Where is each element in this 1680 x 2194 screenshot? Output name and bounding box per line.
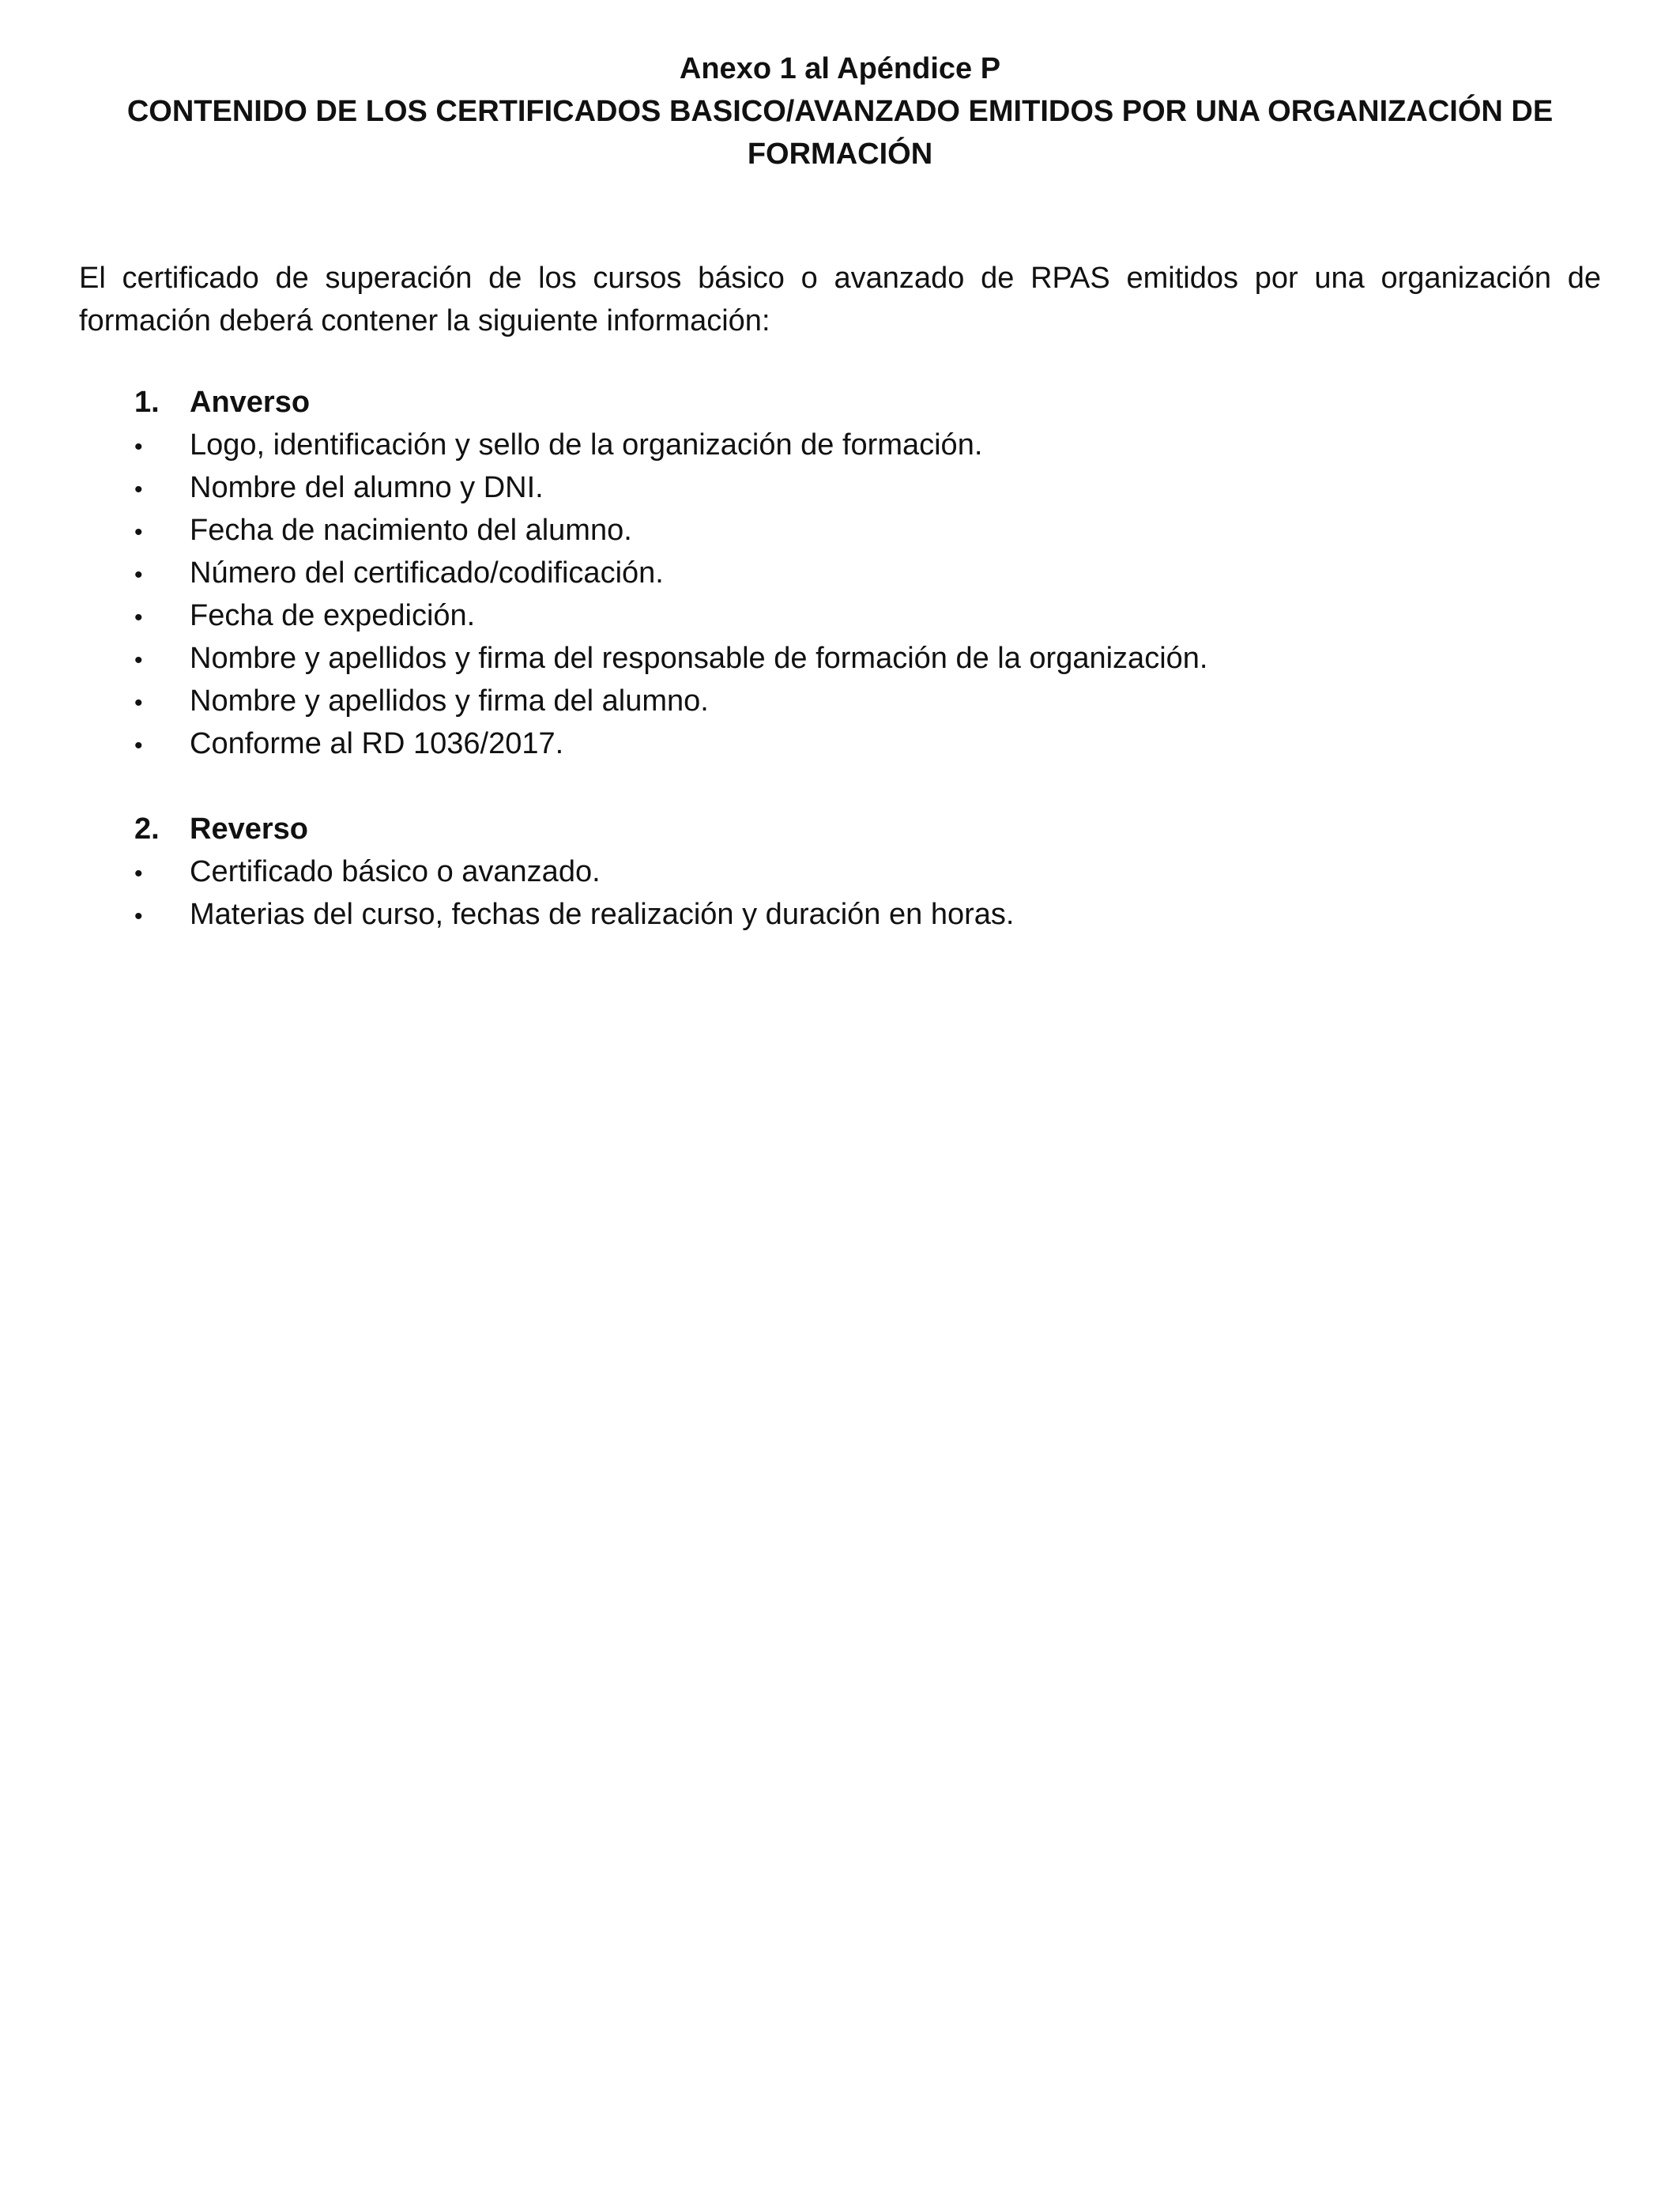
intro-paragraph: El certificado de superación de los cursos básico o avanzado de RPAS emitidos por una organización de formación deberá contener la siguiente información: (79, 262, 1601, 337)
bullet-icon: • (134, 690, 143, 716)
bullet-icon: • (134, 861, 143, 887)
list-item (79, 424, 1601, 466)
bullet-icon: • (134, 903, 143, 929)
list-item-text: Logo, identificación y sello de la organización de formación. (190, 428, 983, 462)
section-title: Reverso (190, 812, 308, 846)
section-reverso (79, 808, 1601, 936)
list-item (79, 893, 1601, 936)
document-heading (79, 47, 1601, 175)
list-item (79, 680, 1601, 722)
bullet-icon: • (134, 519, 143, 545)
bullet-icon: • (134, 562, 143, 588)
section-number: 1. (134, 386, 160, 419)
section-anverso (79, 381, 1601, 765)
list-item (79, 594, 1601, 637)
list-item (79, 722, 1601, 765)
list-item (79, 552, 1601, 594)
bullet-icon: • (134, 434, 143, 460)
list-item-text: Conforme al RD 1036/2017. (190, 727, 564, 760)
bullet-icon: • (134, 605, 143, 631)
section-heading (79, 381, 1601, 424)
list-item-text: Número del certificado/codificación. (190, 556, 664, 590)
list-item (79, 637, 1601, 680)
bullet-icon: • (134, 477, 143, 503)
section-heading (79, 808, 1601, 850)
list-item-text: Nombre y apellidos y firma del alumno. (190, 684, 709, 718)
document-title-line-2: FORMACIÓN (747, 138, 933, 171)
list-item-text: Nombre y apellidos y firma del responsable de formación de la organización. (190, 642, 1208, 675)
bullet-list (79, 850, 1601, 936)
list-item-text: Certificado básico o avanzado. (190, 855, 601, 888)
list-item-text: Fecha de nacimiento del alumno. (190, 514, 632, 547)
list-item-text: Nombre del alumno y DNI. (190, 471, 544, 504)
list-item (79, 509, 1601, 552)
list-item-text: Materias del curso, fechas de realización y duración en horas. (190, 898, 1015, 931)
section-title: Anverso (190, 386, 311, 419)
bullet-icon: • (134, 647, 143, 673)
annex-title: Anexo 1 al Apéndice P (679, 52, 1001, 85)
bullet-icon: • (134, 733, 143, 759)
document-title-line-1: CONTENIDO DE LOS CERTIFICADOS BASICO/AVANZADO EMITIDOS POR UNA ORGANIZACIÓN DE (126, 95, 1554, 128)
section-number: 2. (134, 812, 160, 846)
bullet-list (79, 424, 1601, 765)
list-item (79, 850, 1601, 893)
list-item (79, 466, 1601, 509)
list-item-text: Fecha de expedición. (190, 599, 476, 632)
